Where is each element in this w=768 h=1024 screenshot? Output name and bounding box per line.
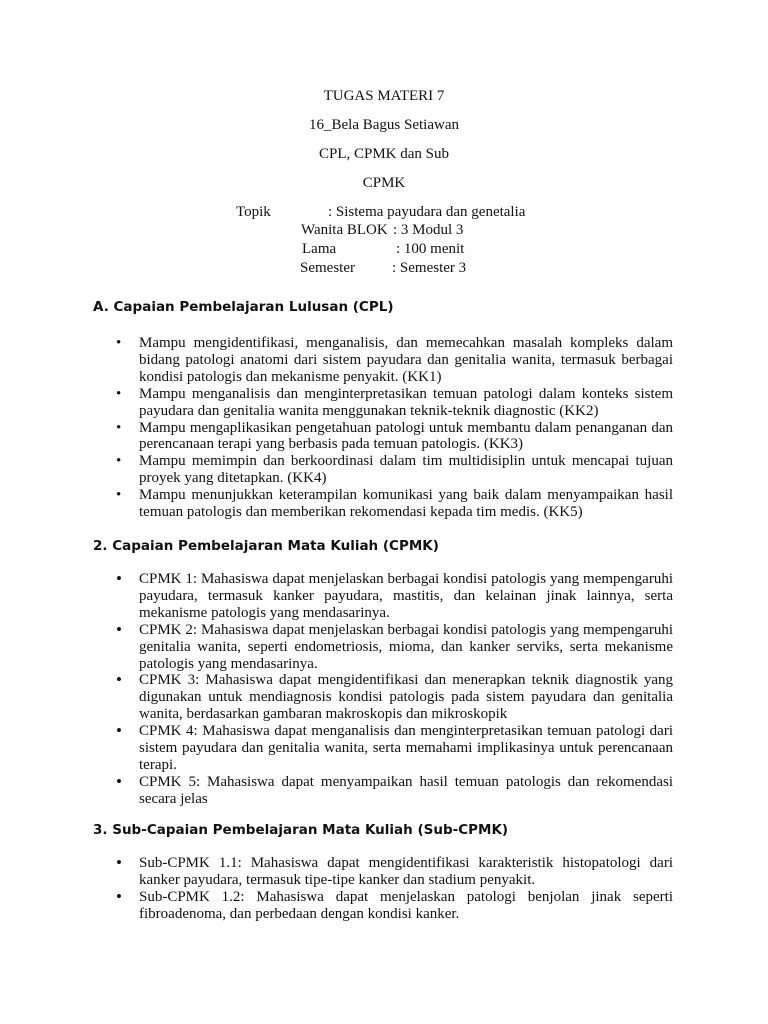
semester-value: : Semester 3 [392,260,467,276]
bullet-icon: • [116,853,122,872]
blok-label: Wanita BLOK [301,222,388,238]
cpmk-item: • CPMK 2: Mahasiswa dapat menjelaskan berbagai kondisi patologis yang mempengaruhi genitalia wanita, seperti endometriosis, mioma, dan kanker serviks, serta mekanisme patologis yang mendasarinya. [116,619,673,672]
bullet-icon: • [116,385,122,402]
cpl-item: • Mampu mengidentifikasi, menganalisis, dan memecahkan masalah kompleks dalam bidang patologi anatomi dari sistem payudara dan genitalia wanita, termasuk berbagai kondisi patologis dan mekanisme penyakit. (KK1) [116,335,673,385]
subtitle-line-1: CPL, CPMK dan Sub [318,146,450,162]
cpmk-item: • CPMK 4: Mahasiswa dapat menganalisis dan menginterpretasikan temuan patologi dari sistem payudara dan genitalia wanita, serta memahami implikasinya untuk perencanaan terapi. [116,721,673,773]
bullet-icon: • [116,569,122,588]
author-line: 16_Bela Bagus Setiawan [309,117,459,133]
bullet-icon: • [116,771,122,791]
subtitle-line-2: CPMK [362,175,406,191]
cpmk-item: • CPMK 3: Mahasiswa dapat mengidentifikasi dan menerapkan teknik diagnostik yang digunakan untuk mendiagnosis kondisi patologis pada sistem payudara dan genitalia wanita, berdasarkan gambaran makroskopis dan mikroskopik [116,670,673,723]
sub-cpmk-heading: 3. Sub-Capaian Pembelajaran Mata Kuliah (Sub-CPMK) [93,822,509,838]
topik-value: : Sistema payudara dan genetalia [328,204,526,220]
document-title: TUGAS MATERI 7 [323,88,445,104]
bullet-icon: • [116,619,122,639]
cpl-item: • Mampu mengaplikasikan pengetahuan patologi untuk membantu dalam penanganan dan perencanaan terapi yang berbasis pada temuan patologis. (KK3) [116,419,673,453]
cpl-heading: A. Capaian Pembelajaran Lulusan (CPL) [93,299,394,315]
bullet-icon: • [116,453,122,470]
sub-cpmk-item: • Sub-CPMK 1.2: Mahasiswa dapat menjelaskan patologi benjolan jinak seperti fibroadenoma, dan perbedaan dengan kondisi kanker. [116,886,673,922]
bullet-icon: • [116,335,122,351]
sub-cpmk-item: • Sub-CPMK 1.1: Mahasiswa dapat mengidentifikasi karakteristik histopatologi dari kanker payudara, termasuk tipe-tipe kanker dan stadium penyakit. [116,853,673,888]
cpl-item: • Mampu menganalisis dan menginterpretasikan temuan patologi dalam konteks sistem payudara dan genitalia wanita menggunakan teknik-teknik diagnostic (KK2) [116,385,673,419]
cpl-list [116,335,673,521]
bullet-icon: • [116,721,122,741]
lama-label: Lama [302,241,337,257]
cpl-item: • Mampu menunjukkan keterampilan komunikasi yang baik dalam menyampaikan hasil temuan patologis dan memberikan rekomendasi kepada tim medis. (KK5) [116,487,673,521]
cpmk-heading: 2. Capaian Pembelajaran Mata Kuliah (CPMK) [93,538,439,554]
cpmk-item: • CPMK 1: Mahasiswa dapat menjelaskan berbagai kondisi patologis yang mempengaruhi payudara, termasuk kanker payudara, mastitis, dan kelainan jinak lainnya, serta mekanisme patologis yang mendasarinya. [116,569,673,621]
cpmk-item: • CPMK 5: Mahasiswa dapat menyampaikan hasil temuan patologis dan rekomendasi secara jelas [116,771,673,807]
blok-value: : 3 Modul 3 [393,222,464,238]
bullet-icon: • [116,670,122,690]
lama-value: : 100 menit [396,241,465,257]
sub-cpmk-list [116,855,673,923]
topik-label: Topik [236,204,271,220]
cpl-item: • Mampu memimpin dan berkoordinasi dalam tim multidisiplin untuk mencapai tujuan proyek yang ditetapkan. (KK4) [116,453,673,487]
bullet-icon: • [116,886,122,906]
semester-label: Semester [300,260,355,276]
cpmk-list [116,571,673,808]
bullet-icon: • [116,419,122,436]
bullet-icon: • [116,487,122,504]
